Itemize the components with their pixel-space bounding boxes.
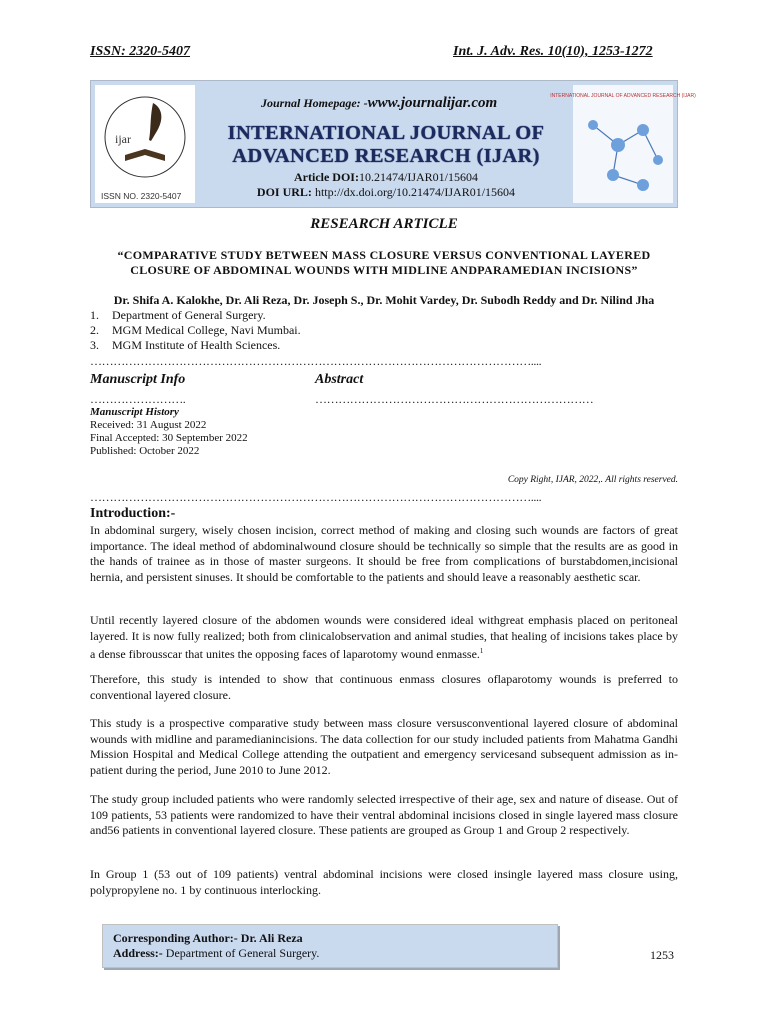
intro-paragraph-5: The study group included patients who were randomly selected irrespective of their age, sex and nature of disease. Out of 109 patients, 53 patients were randomized to have their ventral abdominal incisions closed in single layered mass closure and56 patients in conventional layered closure. These patients are grouped as Group 1 and Group 2 respectively. [90,792,678,837]
journal-cover-image [550,85,696,203]
manuscript-info-heading: Manuscript Info [90,372,186,387]
author-address: Address:- Department of General Surgery. [113,946,320,960]
affiliation-1: 1. Department of General Surgery. [90,308,266,322]
affiliation-2: 2. MGM Medical College, Navi Mumbai. [90,323,301,337]
separator-mi: ……………………. [90,392,186,406]
copyright: Copy Right, IJAR, 2022,. All rights reserved. [507,475,678,485]
separator-top: …………………………………………………………………………………………………….... [90,354,542,368]
intro-paragraph-3: Therefore, this study is intended to show that continuous enmass closures oflaparotomy wounds is preferred to conventional layered closure. [90,672,678,702]
doi-link[interactable]: http://dx.doi.org/10.21474/IJAR01/15604 [314,185,516,199]
article-type: RESEARCH ARTICLE [310,216,458,232]
intro-paragraph-2: Until recently layered closure of the abdomen wounds were considered ideal withgreat emphasis placed on peritoneal layered. It is now fully realized; both from clinicalobservation and animal studies, that healing of incisions takes place by a dense fibrousscar that unites the opposing faces of laparotomy wound enmasse.$^1$ [90,613,678,661]
article-title-line1: “COMPARATIVE STUDY BETWEEN MASS CLOSURE VERSUS CONVENTIONAL LAYERED [117,248,651,262]
corresponding-author-box [102,924,558,968]
issn-header: ISSN: 2320-5407 [90,44,190,59]
intro-paragraph-4: This study is a prospective comparative study between mass closure versusconventional layered closure of abdominal wounds with midline and paramedianincisions. The data collection for our study included patients from Mahatma Gandhi Mission Hospital and Medical College attending the outpatient and emergency servicesand subsequent admission as in-patient during the period, June 2010 to June 2012. [90,716,678,777]
received-date: Received: 31 August 2022 [90,419,207,431]
intro-paragraph-1: In abdominal surgery, wisely chosen incision, correct method of making and closing such wounds are factors of great importance. The ideal method of abdominalwound closure should be technically so simple that the results are as good in the hands of trainee as in those of master surgeons. It should be free from complications of burstabdomen,incisional hernia, and persistent sinuses. It should be comfortable to the patients and should leave a reasonably aesthetic scar. [90,523,678,584]
cover-title: INTERNATIONAL JOURNAL OF ADVANCED RESEARCH (IJAR) [550,93,696,99]
separator-abstract: ……………………………………………………………… [315,392,594,406]
intro-paragraph-6: In Group 1 (53 out of 109 patients) ventral abdominal incisions were closed insingle layered mass closure using, polypropylene no. 1 by continuous interlocking. [90,867,678,897]
authors: Dr. Shifa A. Kalokhe, Dr. Ali Reza, Dr. Joseph S., Dr. Mohit Vardey, Dr. Subodh Reddy and Dr. Nilind Jha [113,293,655,307]
logo-text: ijar [115,132,131,146]
citation-header: Int. J. Adv. Res. 10(10), 1253-1272 [453,44,653,59]
homepage-link[interactable]: www.journalijar.com [367,95,498,111]
doi-url: DOI URL: http://dx.doi.org/10.21474/IJAR01/15604 [256,185,516,199]
affiliation-3: 3. MGM Institute of Health Sciences. [90,338,281,352]
accepted-date: Final Accepted: 30 September 2022 [90,432,248,444]
logo-issn: ISSN NO. 2320-5407 [101,191,182,201]
corresponding-author: Corresponding Author:- Dr. Ali Reza [113,931,303,945]
journal-title-line1: INTERNATIONAL JOURNAL OF [227,122,545,144]
abstract-heading: Abstract [315,372,364,387]
journal-title-line2: ADVANCED RESEARCH (IJAR) [232,145,540,167]
page-number: 1253 [650,948,674,962]
journal-banner [90,80,696,208]
journal-homepage: Journal Homepage: -www.journalijar.com [261,95,498,111]
article-doi: Article DOI:10.21474/IJAR01/15604 [294,170,478,184]
separator-bottom: …………………………………………………………………………………………………….... [90,490,542,504]
ijar-logo [95,85,195,203]
article-title-line2: CLOSURE OF ABDOMINAL WOUNDS WITH MIDLINE ANDPARAMEDIAN INCISIONS” [130,263,638,277]
introduction-heading: Introduction:- [90,506,176,521]
published-date: Published: October 2022 [90,445,200,457]
manuscript-history-label: Manuscript History [90,406,179,418]
